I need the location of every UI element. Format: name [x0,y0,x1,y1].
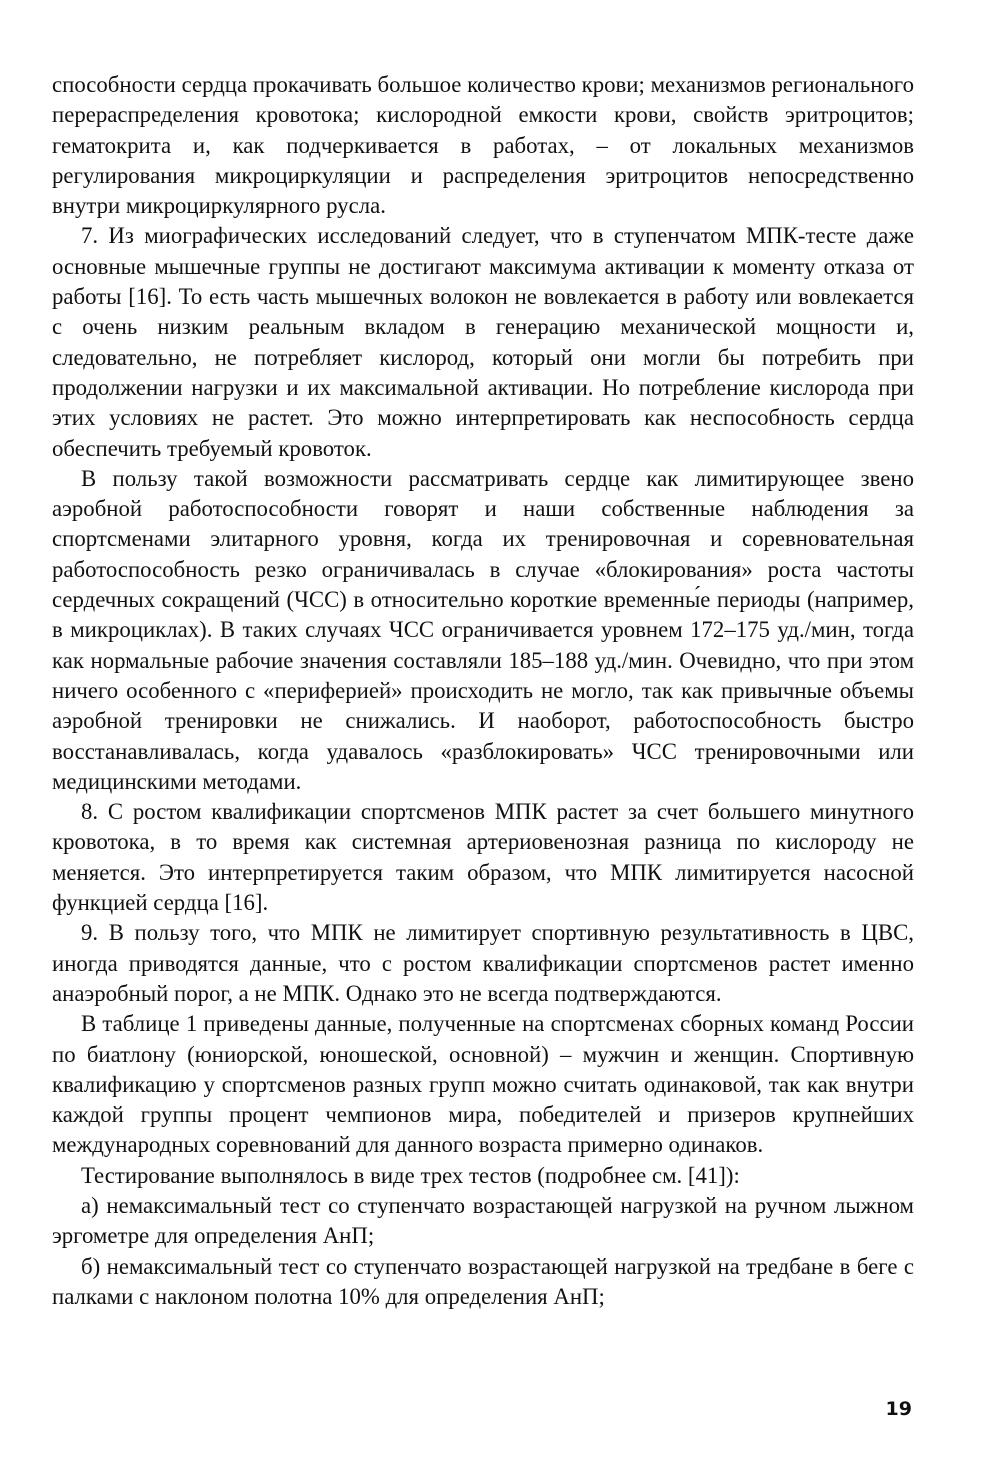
paragraph-item-8: 8. С ростом квалификации спортсменов МПК растет за счет большего минутного кровотока, в то время как системная артериовенозная разница по кислороду не меняется. Это интерпретируется таким образом, что МПК лимитируется насосной функцией сердца [16]. [52,799,914,916]
page-body [52,70,914,1312]
paragraph-item-9: 9. В пользу того, что МПК не лимитирует спортивную результативность в ЦВС, иногда приводятся данные, что с ростом квалификации спортсменов растет именно анаэробный порог, а не МПК. Однако это не всегда подтверждаются. [52,920,914,1006]
page-number: 19 [885,1398,912,1420]
paragraph-item-7: 7. Из миографических исследований следует, что в ступенчатом МПК-тесте даже основные мышечные группы не достигают максимума активации к моменту отказа от работы [16]. То есть часть мышечных волокон не вовлекается в работу или вовлекается с очень низким реальным вкладом в генерацию механической мощности и, следовательно, не потребляет кислород, который они могли бы потребить при продолжении нагрузки и их максимальной активации. Но потребление кислорода при этих условиях не растет. Это можно интерпретировать как неспособность сердца обеспечить требуемый кровоток. [52,223,914,461]
paragraph-continuation: способности сердца прокачивать большое количество крови; механизмов регионального перераспределения кровотока; кислородной емкости крови, свойств эритроцитов; гематокрита и, как подчеркивается в работах, – от локальных механизмов регулирования микроциркуляции и распределения эритроцитов непосредственно внутри микроциркулярного русла. [52,72,914,219]
paragraph-table-1: В таблице 1 приведены данные, полученные на спортсменах сборных команд России по биатлону (юниорской, юношеской, основной) – мужчин и женщин. Спортивную квалификацию у спортсменов разных групп можно считать одинаковой, так как внутри каждой группы процент чемпионов мира, победителей и призеров крупнейших международных соревнований для данного возраста примерно одинаков. [52,1011,914,1158]
paragraph-testing: Тестирование выполнялось в виде трех тестов (подробнее см. [41]): [81,1162,740,1188]
paragraph-test-b: б) немаксимальный тест со ступенчато возрастающей нагрузкой на тредбане в беге с палками с наклоном полотна 10% для определения АнП; [52,1253,914,1309]
paragraph-test-a: а) немаксимальный тест со ступенчато возрастающей нагрузкой на ручном лыжном эргометре для определения АнП; [52,1192,914,1249]
paragraph-heart-limiting: В пользу такой возможности рассматривать сердце как лимитирующее звено аэробной работоспособности говорят и наши собственные наблюдения за спортсменами элитарного уровня, когда их тренировочная и соревновательная работоспособность резко ограничивалась в случае «блокирования» роста частоты сердечных сокращений (ЧСС) в относительно короткие временны́е периоды (например, в микроциклах). В таких случаях ЧСС ограничивается уровнем 172–175 уд./мин, тогда как нормальные рабочие значения составляли 185–188 уд./мин. Очевидно, что при этом ничего особенного с «периферией» происходить не могло, так как привычные объемы аэробной тренировки не снижались. И наоборот, работоспособность быстро восстанавливалась, когда удавалось «разблокировать» ЧСС тренировочными или медицинскими методами. [52,465,914,794]
